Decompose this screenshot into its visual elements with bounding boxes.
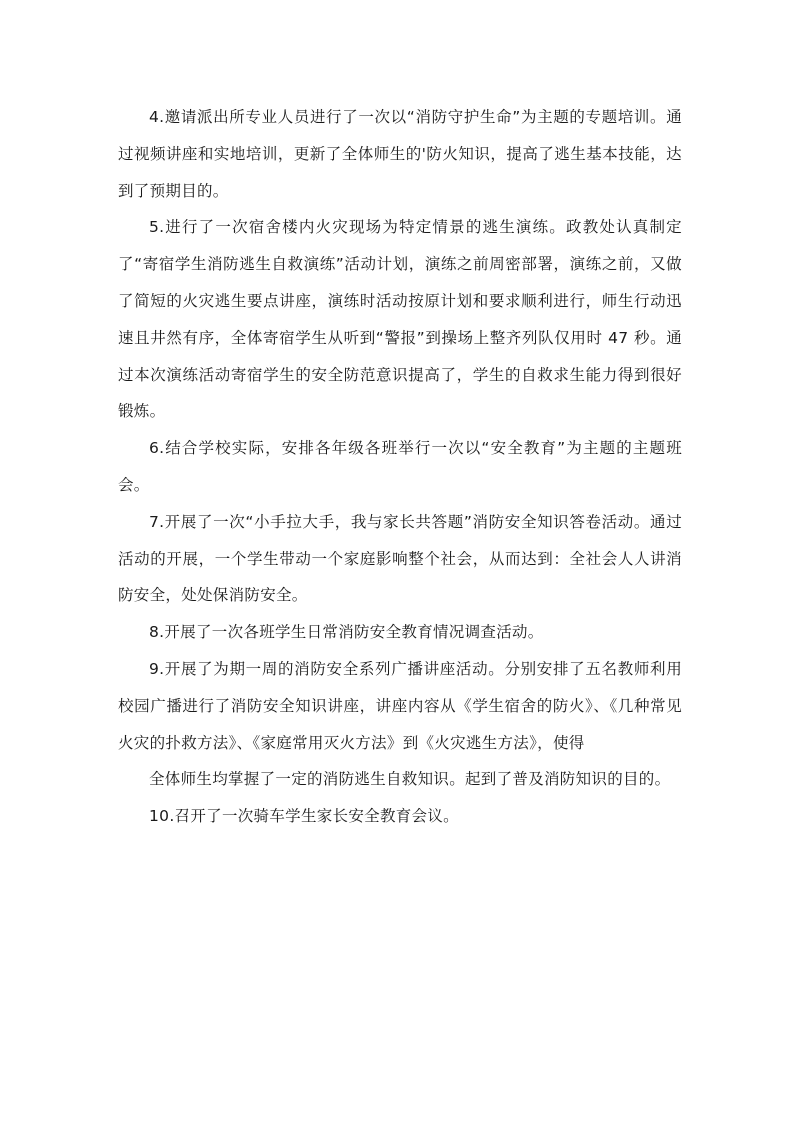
paragraph-item-7: 7.开展了一次“小手拉大手，我与家长共答题”消防安全知识答卷活动。通过活动的开展，一个学生带动一个家庭影响整个社会，从而达到：全社会人人讲消防安全，处处保消防安全。 <box>118 512 682 605</box>
paragraph-item-5: 5.进行了一次宿舍楼内火灾现场为特定情景的逃生演练。政教处认真制定了“寄宿学生消防逃生自救演练”活动计划，演练之前周密部署，演练之前，又做了简短的火灾逃生要点讲座，演练时活动按原计划和要求顺利进行，师生行动迅速且井然有序，全体寄宿学生从听到“警报”到操场上整齐列队仅用时 47 秒。通过本次演练活动寄宿学生的安全防范意识提高了，学生的自救求生能力得到很好锻炼。 <box>118 218 682 421</box>
paragraph-item-8: 8.开展了一次各班学生日常消防安全教育情况调查活动。 <box>149 623 544 642</box>
paragraph-item-9: 9.开展了为期一周的消防安全系列广播讲座活动。分别安排了五名教师利用校园广播进行了消防安全知识讲座，讲座内容从《学生宿舍的防火》、《几种常见火灾的扑救方法》、《家庭常用灭火方法》到《火灾逃生方法》，使得 <box>118 659 682 752</box>
document-body <box>118 99 682 835</box>
paragraph-continuation: 全体师生均掌握了一定的消防逃生自救知识。起到了普及消防知识的目的。 <box>149 770 671 789</box>
paragraph-item-6: 6.结合学校实际，安排各年级各班举行一次以“安全教育”为主题的主题班会。 <box>118 439 682 494</box>
paragraph-item-4: 4.邀请派出所专业人员进行了一次以“消防守护生命”为主题的专题培训。通过视频讲座和实地培训，更新了全体师生的'防火知识，提高了逃生基本技能，达到了预期目的。 <box>118 108 682 200</box>
paragraph-item-10: 10.召开了一次骑车学生家长安全教育会议。 <box>149 807 459 826</box>
